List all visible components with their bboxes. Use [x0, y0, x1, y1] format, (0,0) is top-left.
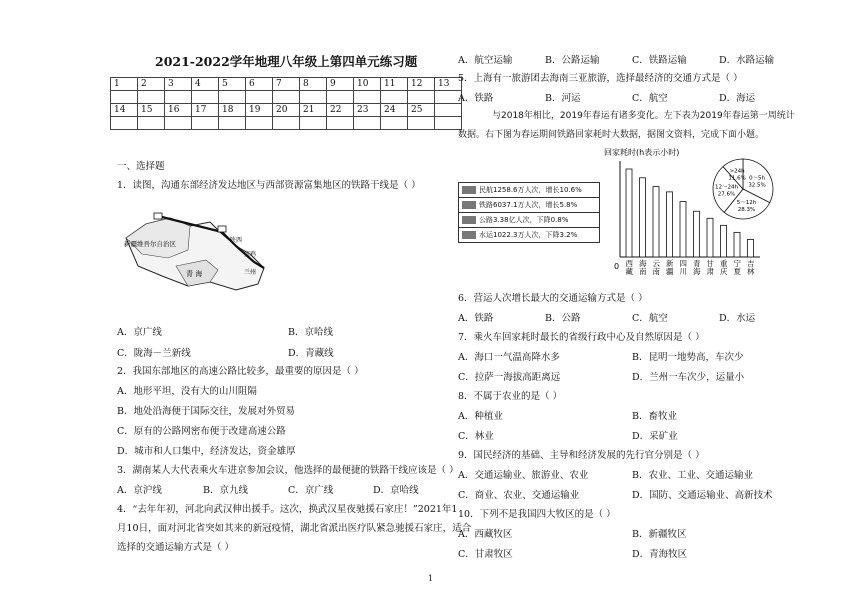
q5-option-a[interactable]: A．铁路 — [458, 93, 494, 104]
stats-table — [458, 182, 600, 243]
grid-cell[interactable] — [408, 117, 435, 130]
question-9-stem: 9．国民经济的基础、主导和经济发展的先行官分别是（ ） — [458, 450, 705, 461]
grid-cell: 17 — [192, 104, 219, 117]
stats-row-text: 公路3.38亿人次，下降0.8% — [479, 216, 569, 224]
q4-option-d[interactable]: D．水路运输 — [719, 55, 775, 66]
chart-ylabel: 回家耗时(h表示小时) — [604, 148, 680, 157]
grid-cell[interactable] — [381, 91, 408, 104]
ship-icon — [462, 231, 476, 239]
x-tick-label: 吉 — [747, 259, 755, 268]
q6-option-d[interactable]: D．水运 — [719, 313, 756, 324]
q6-option-c[interactable]: C．航空 — [632, 313, 668, 324]
q2-option-d[interactable]: D．城市和人口集中，经济发达，资金雄厚 — [117, 446, 296, 457]
x-tick-label: 林 — [747, 267, 755, 275]
grid-cell[interactable] — [219, 91, 246, 104]
q10-option-b[interactable]: B．新疆牧区 — [632, 529, 687, 540]
pie-value: 28.3% — [737, 207, 756, 214]
station-icon — [154, 213, 162, 219]
stats-row-text: 铁路6037.1万人次，增长5.8% — [479, 201, 578, 209]
q8-option-d[interactable]: D．采矿业 — [632, 431, 678, 442]
grid-cell[interactable] — [354, 91, 381, 104]
grid-cell: 4 — [192, 78, 219, 91]
stats-row — [459, 183, 599, 198]
page-title: 2021-2022学年地理八年级上第四单元练习题 — [155, 54, 418, 69]
stats-row — [459, 213, 599, 228]
grid-cell: 20 — [273, 104, 300, 117]
question-2-stem: 2．我国东部地区的高速公路比较多，最重要的原因是（ ） — [117, 366, 364, 377]
q9-option-c[interactable]: C．商业、农业、交通运输业 — [458, 490, 580, 501]
stats-row — [459, 228, 599, 242]
pie-label: >24h — [729, 168, 745, 175]
q8-option-b[interactable]: B．畜牧业 — [632, 411, 677, 422]
x-tick-label: 青 — [693, 259, 701, 268]
question-5-stem: 5．上海有一旅游团去海南三亚旅游，选择最经济的交通方式是（ ） — [458, 73, 743, 84]
question-8-stem: 8．不属于农业的是（ ） — [458, 391, 563, 402]
map-label-qinghai: 青 海 — [186, 270, 203, 278]
grid-cell: 5 — [219, 78, 246, 91]
page-number: 1 — [428, 574, 434, 583]
stats-row-text: 民航1258.6万人次，增长10.6% — [479, 186, 582, 194]
grid-cell: 1 — [111, 78, 138, 91]
grid-cell: 8 — [300, 78, 327, 91]
x-tick-label: 肃 — [706, 267, 714, 275]
question-4-stem-line1: 4．“去年年初，河北向武汉伸出援手。这次，换武汉星夜驰援石家庄！”2021年1 — [117, 504, 458, 515]
pie-label: 5～12h — [736, 200, 757, 207]
grid-cell: 15 — [138, 104, 165, 117]
grid-cell[interactable] — [138, 91, 165, 104]
grid-cell[interactable] — [165, 117, 192, 130]
origin-label: 0 — [614, 262, 620, 271]
q7-option-c[interactable]: C．拉萨一海拔高距离远 — [458, 372, 561, 383]
q3-option-d[interactable]: D．京哈线 — [373, 485, 419, 496]
x-tick-label: 甘 — [706, 259, 714, 268]
bar-重庆 — [721, 225, 727, 257]
grid-cell: 3 — [165, 78, 192, 91]
q9-option-d[interactable]: D．国防、交通运输业、高新技术 — [632, 490, 773, 501]
x-tick-label: 四 — [679, 259, 687, 268]
travel-time-chart — [600, 145, 780, 275]
grid-cell: 9 — [327, 78, 354, 91]
grid-cell[interactable] — [138, 117, 165, 130]
question-6-stem: 6．营运人次增长最大的交通运输方式是（ ） — [458, 293, 648, 304]
q3-option-c[interactable]: C．京广线 — [288, 485, 334, 496]
grid-cell[interactable] — [192, 91, 219, 104]
q4-option-a[interactable]: A．航空运输 — [458, 55, 513, 66]
map-label-xinjiang: 新疆维吾尔自治区 — [124, 240, 176, 248]
grid-cell[interactable] — [165, 91, 192, 104]
question-7-stem: 7．乘火车回家耗时最长的省级行政中心及自然原因是（ ） — [458, 332, 705, 343]
bar-西藏 — [626, 169, 632, 257]
q5-option-c[interactable]: C．航空 — [632, 93, 668, 104]
pie-value: 32.5% — [748, 182, 766, 189]
x-tick-label: 南 — [639, 267, 647, 275]
q7-option-b[interactable]: B．昆明一地势高，车次少 — [632, 352, 744, 363]
answer-grid-row — [111, 104, 462, 117]
question-4-stem-line3: 选择的交通运输方式是（ ） — [117, 542, 235, 553]
q5-option-d[interactable]: D．海运 — [719, 93, 756, 104]
answer-grid-row — [111, 117, 462, 130]
pie-value: 11.6% — [728, 175, 746, 182]
x-tick-label: 夏 — [733, 267, 741, 275]
q1-option-c[interactable]: C．陇海－兰新线 — [117, 348, 191, 359]
grid-cell: 13 — [435, 78, 462, 91]
q10-option-d[interactable]: D．青海牧区 — [632, 549, 688, 560]
x-tick-label: 川 — [679, 267, 687, 275]
section-title: 一、选择题 — [117, 161, 165, 172]
q3-option-a[interactable]: A．京沪线 — [117, 485, 162, 496]
question-1-stem: 1．读图，沟通东部经济发达地区与西部资源富集地区的铁路干线是（ ） — [117, 180, 421, 191]
bus-icon — [462, 216, 476, 224]
q7-option-d[interactable]: D．兰州一车次少，运量小 — [632, 372, 745, 383]
x-tick-label: 南 — [652, 267, 660, 275]
map-label-baoji: 宝鸡 — [244, 251, 257, 258]
bar-甘肃 — [707, 218, 713, 257]
grid-cell[interactable] — [300, 117, 327, 130]
map-label-lanzhou: 兰州 — [244, 269, 257, 276]
grid-cell: 18 — [219, 104, 246, 117]
q1-option-a[interactable]: A．京广线 — [117, 327, 162, 338]
stats-row-text: 水运1022.3万人次，下降3.2% — [479, 231, 578, 239]
q2-option-b[interactable]: B．地处沿海便于国际交往，发展对外贸易 — [117, 406, 295, 417]
grid-cell[interactable] — [300, 91, 327, 104]
grid-cell: 25 — [408, 104, 435, 117]
q8-option-a[interactable]: A．种植业 — [458, 411, 503, 422]
x-tick-label: 西 — [625, 259, 633, 268]
bar-宁夏 — [734, 232, 740, 257]
grid-cell[interactable] — [111, 117, 138, 130]
bar-新疆 — [667, 192, 673, 257]
question-4-stem-line2: 月10日，面对河北省突如其来的新冠疫情，湖北省派出医疗队紧急驰援石家庄，适合 — [117, 523, 472, 534]
answer-grid — [110, 77, 462, 130]
grid-cell: 2 — [138, 78, 165, 91]
q5-option-b[interactable]: B．河运 — [545, 93, 581, 104]
q4-option-b[interactable]: B．公路运输 — [545, 55, 600, 66]
grid-cell: 6 — [246, 78, 273, 91]
station-icon — [218, 226, 226, 232]
grid-cell: 21 — [300, 104, 327, 117]
grid-cell[interactable] — [246, 117, 273, 130]
stats-row — [459, 198, 599, 213]
q9-option-b[interactable]: B．农业、工业、交通运输业 — [632, 470, 753, 481]
q7-option-a[interactable]: A．海口一气温高降水多 — [458, 352, 560, 363]
grid-cell[interactable] — [273, 117, 300, 130]
pie-label: 0～5h — [749, 175, 766, 182]
q9-option-a[interactable]: A．交通运输业、旅游业、农业 — [458, 470, 589, 481]
q8-option-c[interactable]: C．林业 — [458, 431, 494, 442]
q10-option-a[interactable]: A．西藏牧区 — [458, 529, 513, 540]
grid-cell[interactable] — [354, 117, 381, 130]
grid-cell[interactable] — [273, 91, 300, 104]
grid-cell[interactable] — [381, 117, 408, 130]
grid-cell: 11 — [381, 78, 408, 91]
bar-海南 — [640, 178, 646, 257]
grid-cell: 14 — [111, 104, 138, 117]
x-tick-label: 海 — [693, 267, 701, 275]
x-tick-label: 重 — [720, 259, 728, 268]
q1-option-d[interactable]: D．青藏线 — [288, 348, 334, 359]
plane-icon — [462, 186, 476, 194]
grid-cell[interactable] — [192, 117, 219, 130]
x-tick-label: 宁 — [733, 259, 741, 268]
grid-cell[interactable] — [219, 117, 246, 130]
grid-cell[interactable] — [246, 91, 273, 104]
bar-青海 — [694, 211, 700, 257]
grid-cell: 10 — [354, 78, 381, 91]
map-label-shaanxi: 陕西 — [230, 237, 243, 244]
q6-option-a[interactable]: A．铁路 — [458, 313, 494, 324]
answer-grid-row — [111, 91, 462, 104]
x-tick-label: 海 — [639, 259, 647, 268]
x-tick-label: 疆 — [666, 267, 674, 275]
passage-line1: 与2018年相比，2019年春运有诸多变化。左下表为2019年春运第一周统计 — [492, 111, 795, 121]
grid-cell: 7 — [273, 78, 300, 91]
q4-option-c[interactable]: C．铁路运输 — [632, 55, 687, 66]
q1-option-b[interactable]: B．京哈线 — [288, 327, 333, 338]
train-icon — [462, 201, 476, 209]
grid-cell[interactable] — [327, 91, 354, 104]
passage-line2: 数据。右下图为春运期间铁路回家耗时大数据，据图文资料，完成下面小题。 — [458, 130, 765, 140]
x-tick-label: 藏 — [625, 267, 633, 275]
grid-cell: 22 — [327, 104, 354, 117]
question-3-stem: 3．湖南某人大代表乘火车进京参加会议，他选择的最便捷的铁路干线应该是（ ） — [117, 465, 459, 476]
grid-cell: 19 — [246, 104, 273, 117]
railway-map — [118, 210, 268, 295]
grid-cell: 12 — [408, 78, 435, 91]
question-10-stem: 10．下列不是我国四大牧区的是（ ） — [458, 509, 616, 520]
grid-cell: 16 — [165, 104, 192, 117]
x-tick-label: 云 — [652, 259, 660, 268]
q6-option-b[interactable]: B．公路 — [545, 313, 581, 324]
grid-cell — [435, 104, 462, 117]
q2-option-c[interactable]: C．原有的公路网密布便于改建高速公路 — [117, 426, 286, 437]
bar-吉林 — [748, 239, 754, 257]
x-tick-label: 新 — [666, 259, 674, 268]
q2-option-a[interactable]: A．地形平坦，没有大的山川阻隔 — [117, 386, 257, 397]
q10-option-c[interactable]: C．甘肃牧区 — [458, 549, 513, 560]
grid-cell: 24 — [381, 104, 408, 117]
bar-四川 — [680, 202, 686, 257]
grid-cell[interactable] — [111, 91, 138, 104]
grid-cell[interactable] — [327, 117, 354, 130]
bar-云南 — [653, 187, 659, 257]
grid-cell[interactable] — [408, 91, 435, 104]
answer-grid-row — [111, 78, 462, 91]
grid-cell: 23 — [354, 104, 381, 117]
q3-option-b[interactable]: B．京九线 — [203, 485, 248, 496]
pie-label: 12～24h — [715, 184, 738, 191]
pie-value: 27.6% — [717, 191, 736, 198]
x-tick-label: 庆 — [720, 267, 728, 275]
